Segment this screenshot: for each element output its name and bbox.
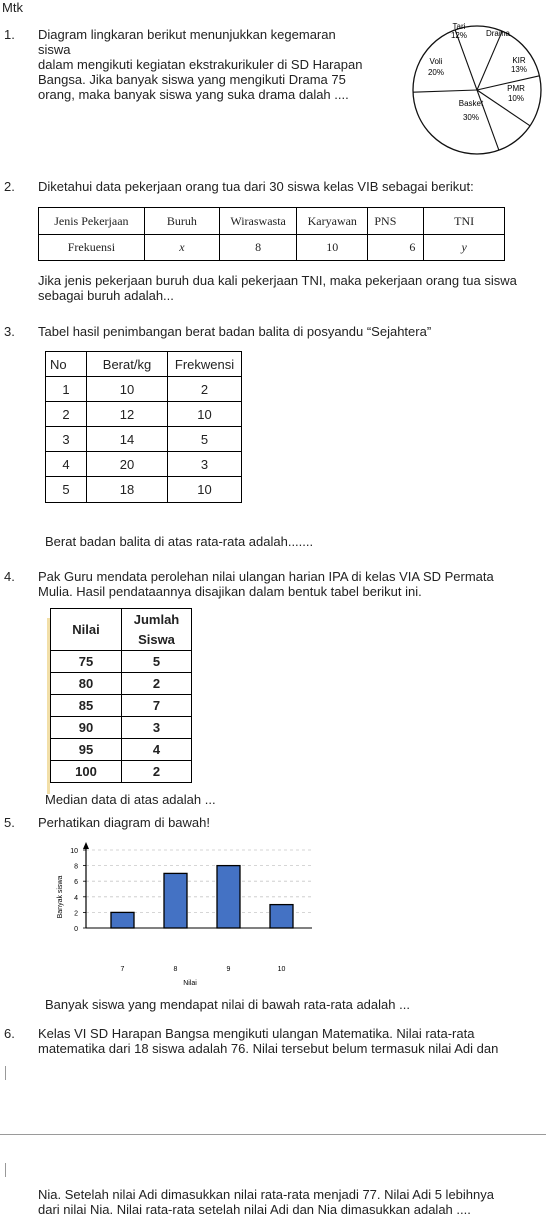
page-divider	[0, 1134, 546, 1135]
chart-y-tick-label: 10	[70, 848, 78, 855]
table-cell: 4	[46, 452, 87, 477]
chart-bar	[164, 873, 187, 928]
table-cell: 18	[87, 477, 168, 503]
table-row	[51, 695, 192, 717]
chart-y-label: Banyak siswa	[57, 875, 64, 919]
chart-y-tick-label: 0	[74, 926, 78, 933]
q4-number: 4.	[4, 569, 15, 584]
q4-text	[38, 569, 494, 599]
table-cell: 20	[87, 452, 168, 477]
pie-value-pmr: 10%	[507, 94, 525, 103]
table-cell: 3	[122, 717, 192, 739]
page-break-mark	[0, 1163, 6, 1177]
chart-grid	[86, 850, 312, 912]
pie-label-voli: Voli	[429, 57, 443, 66]
q1-number: 1.	[4, 27, 15, 42]
q2-header-cell: Wiraswasta	[220, 208, 297, 235]
q2-cell: x	[144, 235, 219, 261]
q1-line: Bangsa. Jika banyak siswa yang mengikuti Drama 75	[38, 72, 346, 87]
q5-bar-chart	[50, 840, 320, 990]
table-row	[51, 739, 192, 761]
page-break-mark	[0, 1066, 6, 1080]
q4-header-cell: Nilai	[51, 609, 122, 651]
table-cell: 2	[46, 402, 87, 427]
table-cell: 3	[46, 427, 87, 452]
q2-text: Diketahui data pekerjaan orang tua dari 30 siswa kelas VIB sebagai berikut:	[38, 179, 474, 194]
table-cell: 14	[87, 427, 168, 452]
q2-header-cell: Karyawan	[297, 208, 368, 235]
table-row	[46, 452, 242, 477]
table-cell: 2	[122, 673, 192, 695]
q5-text: Perhatikan diagram di bawah!	[38, 815, 210, 830]
q4-header-cell: Jumlah Siswa	[122, 609, 192, 651]
q4-after: Median data di atas adalah ...	[45, 792, 216, 807]
q1-line: dalam mengikuti kegiatan ekstrakurikuler di SD Harapan	[38, 57, 363, 72]
q2-header-cell: TNI	[424, 208, 505, 235]
q2-after	[38, 273, 546, 303]
table-cell: 75	[51, 651, 122, 673]
chart-x-tick-label: 7	[120, 966, 125, 973]
table-row	[51, 651, 192, 673]
q2-cell: 10	[297, 235, 368, 261]
table-cell: 5	[46, 477, 87, 503]
pie-label-basket: Basket	[458, 99, 484, 108]
table-row	[46, 427, 242, 452]
table-row	[46, 377, 242, 402]
pie-divider	[413, 90, 477, 92]
pie-label-drama: Drama	[485, 29, 511, 38]
table-cell: 95	[51, 739, 122, 761]
q3-text: Tabel hasil penimbangan berat badan balita di posyandu “Sejahtera”	[38, 324, 432, 339]
chart-y-axis-arrow-icon	[83, 842, 89, 849]
q2-after-line: sebagai buruh adalah...	[38, 288, 174, 303]
q1-line: orang, maka banyak siswa yang suka drama dalah ....	[38, 87, 349, 102]
pie-label-kir: KIR	[512, 56, 526, 65]
table-cell: 10	[87, 377, 168, 402]
q5-after: Banyak siswa yang mendapat nilai di bawah rata-rata adalah ...	[45, 997, 410, 1012]
table-row	[51, 673, 192, 695]
q3-after: Berat badan balita di atas rata-rata adalah.......	[45, 534, 314, 549]
pie-label-tari: Tari	[452, 22, 466, 31]
pie-value-voli: 20%	[427, 68, 445, 77]
table-cell: 1	[46, 377, 87, 402]
q1-line: siswa	[38, 42, 71, 57]
pie-value-kir: 13%	[510, 65, 528, 74]
q1-line: Diagram lingkaran berikut menunjukkan kegemaran	[38, 27, 336, 42]
chart-x-tick-label: 8	[173, 966, 178, 973]
table-cell: 12	[87, 402, 168, 427]
table-row	[46, 402, 242, 427]
chart-y-tick-label: 8	[74, 863, 78, 871]
q2-cell: 6	[368, 235, 424, 261]
chart-bar	[270, 905, 293, 928]
pie-label-pmr: PMR	[507, 84, 525, 93]
table-cell: 7	[122, 695, 192, 717]
q4-line: Mulia. Hasil pendataannya disajikan dalam bentuk tabel berikut ini.	[38, 584, 422, 599]
q3-header-cell: Frekwensi	[168, 352, 242, 377]
q6-line: matematika dari 18 siswa adalah 76. Nilai tersebut belum termasuk nilai Adi dan	[38, 1041, 499, 1056]
q3-header-cell: Berat/kg	[87, 352, 168, 377]
q4-line: Pak Guru mendata perolehan nilai ulangan harian IPA di kelas VIA SD Permata	[38, 569, 494, 584]
pie-divider	[477, 31, 502, 90]
chart-x-tick-label: 9	[226, 966, 231, 973]
page-header: Mtk	[2, 0, 23, 15]
chart-y-tick-label: 6	[74, 879, 78, 887]
q5-number: 5.	[4, 815, 15, 830]
q6-after	[38, 1187, 494, 1217]
q6-text	[38, 1026, 498, 1056]
table-row	[51, 761, 192, 783]
chart-y-tick-label: 2	[74, 910, 78, 918]
q2-number: 2.	[4, 179, 15, 194]
chart-x-ticks	[121, 966, 286, 973]
q3-header-cell: No	[46, 352, 87, 377]
q2-cell: Frekuensi	[39, 235, 145, 261]
q6-after-line: Nia. Setelah nilai Adi dimasukkan nilai rata-rata menjadi 77. Nilai Adi 5 lebihnya	[38, 1187, 494, 1202]
chart-x-label: Nilai	[183, 980, 197, 987]
chart-x-tick-label: 10	[277, 966, 286, 973]
table-cell: 80	[51, 673, 122, 695]
q3-table-body	[46, 377, 242, 503]
q3-number: 3.	[4, 324, 15, 339]
pie-value-basket: 30%	[462, 113, 480, 122]
table-cell: 3	[168, 452, 242, 477]
q2-header-cell: PNS	[368, 208, 424, 235]
table-cell: 5	[122, 651, 192, 673]
table-cell: 5	[168, 427, 242, 452]
table-cell: 10	[168, 477, 242, 503]
table-cell: 90	[51, 717, 122, 739]
q2-cell: y	[424, 235, 505, 261]
q2-header-cell: Buruh	[144, 208, 219, 235]
q2-cell: 8	[220, 235, 297, 261]
table-cell: 4	[122, 739, 192, 761]
table-cell: 2	[122, 761, 192, 783]
chart-bar	[217, 866, 240, 928]
table-cell: 100	[51, 761, 122, 783]
chart-bar	[111, 912, 134, 928]
table-cell: 2	[168, 377, 242, 402]
table-row	[46, 477, 242, 503]
q1-pie-chart	[408, 18, 546, 168]
q6-after-line: dari nilai Nia. Nilai rata-rata setelah nilai Adi dan Nia dimasukkan adalah ....	[38, 1202, 471, 1217]
table-cell: 10	[168, 402, 242, 427]
table-row	[51, 717, 192, 739]
q2-table	[38, 207, 505, 261]
chart-y-tick-label: 4	[74, 894, 78, 902]
chart-y-ticks	[70, 848, 86, 933]
q2-header-cell: Jenis Pekerjaan	[39, 208, 145, 235]
pie-value-tari: 12%	[450, 31, 468, 40]
q4-table	[50, 608, 192, 783]
table-cell: 85	[51, 695, 122, 717]
q3-table	[45, 351, 242, 503]
q6-line: Kelas VI SD Harapan Bangsa mengikuti ulangan Matematika. Nilai rata-rata	[38, 1026, 475, 1041]
q1-text	[38, 27, 362, 102]
q2-after-line: Jika jenis pekerjaan buruh dua kali pekerjaan TNI, maka pekerjaan orang tua siswa	[38, 273, 517, 288]
q6-number: 6.	[4, 1026, 15, 1041]
